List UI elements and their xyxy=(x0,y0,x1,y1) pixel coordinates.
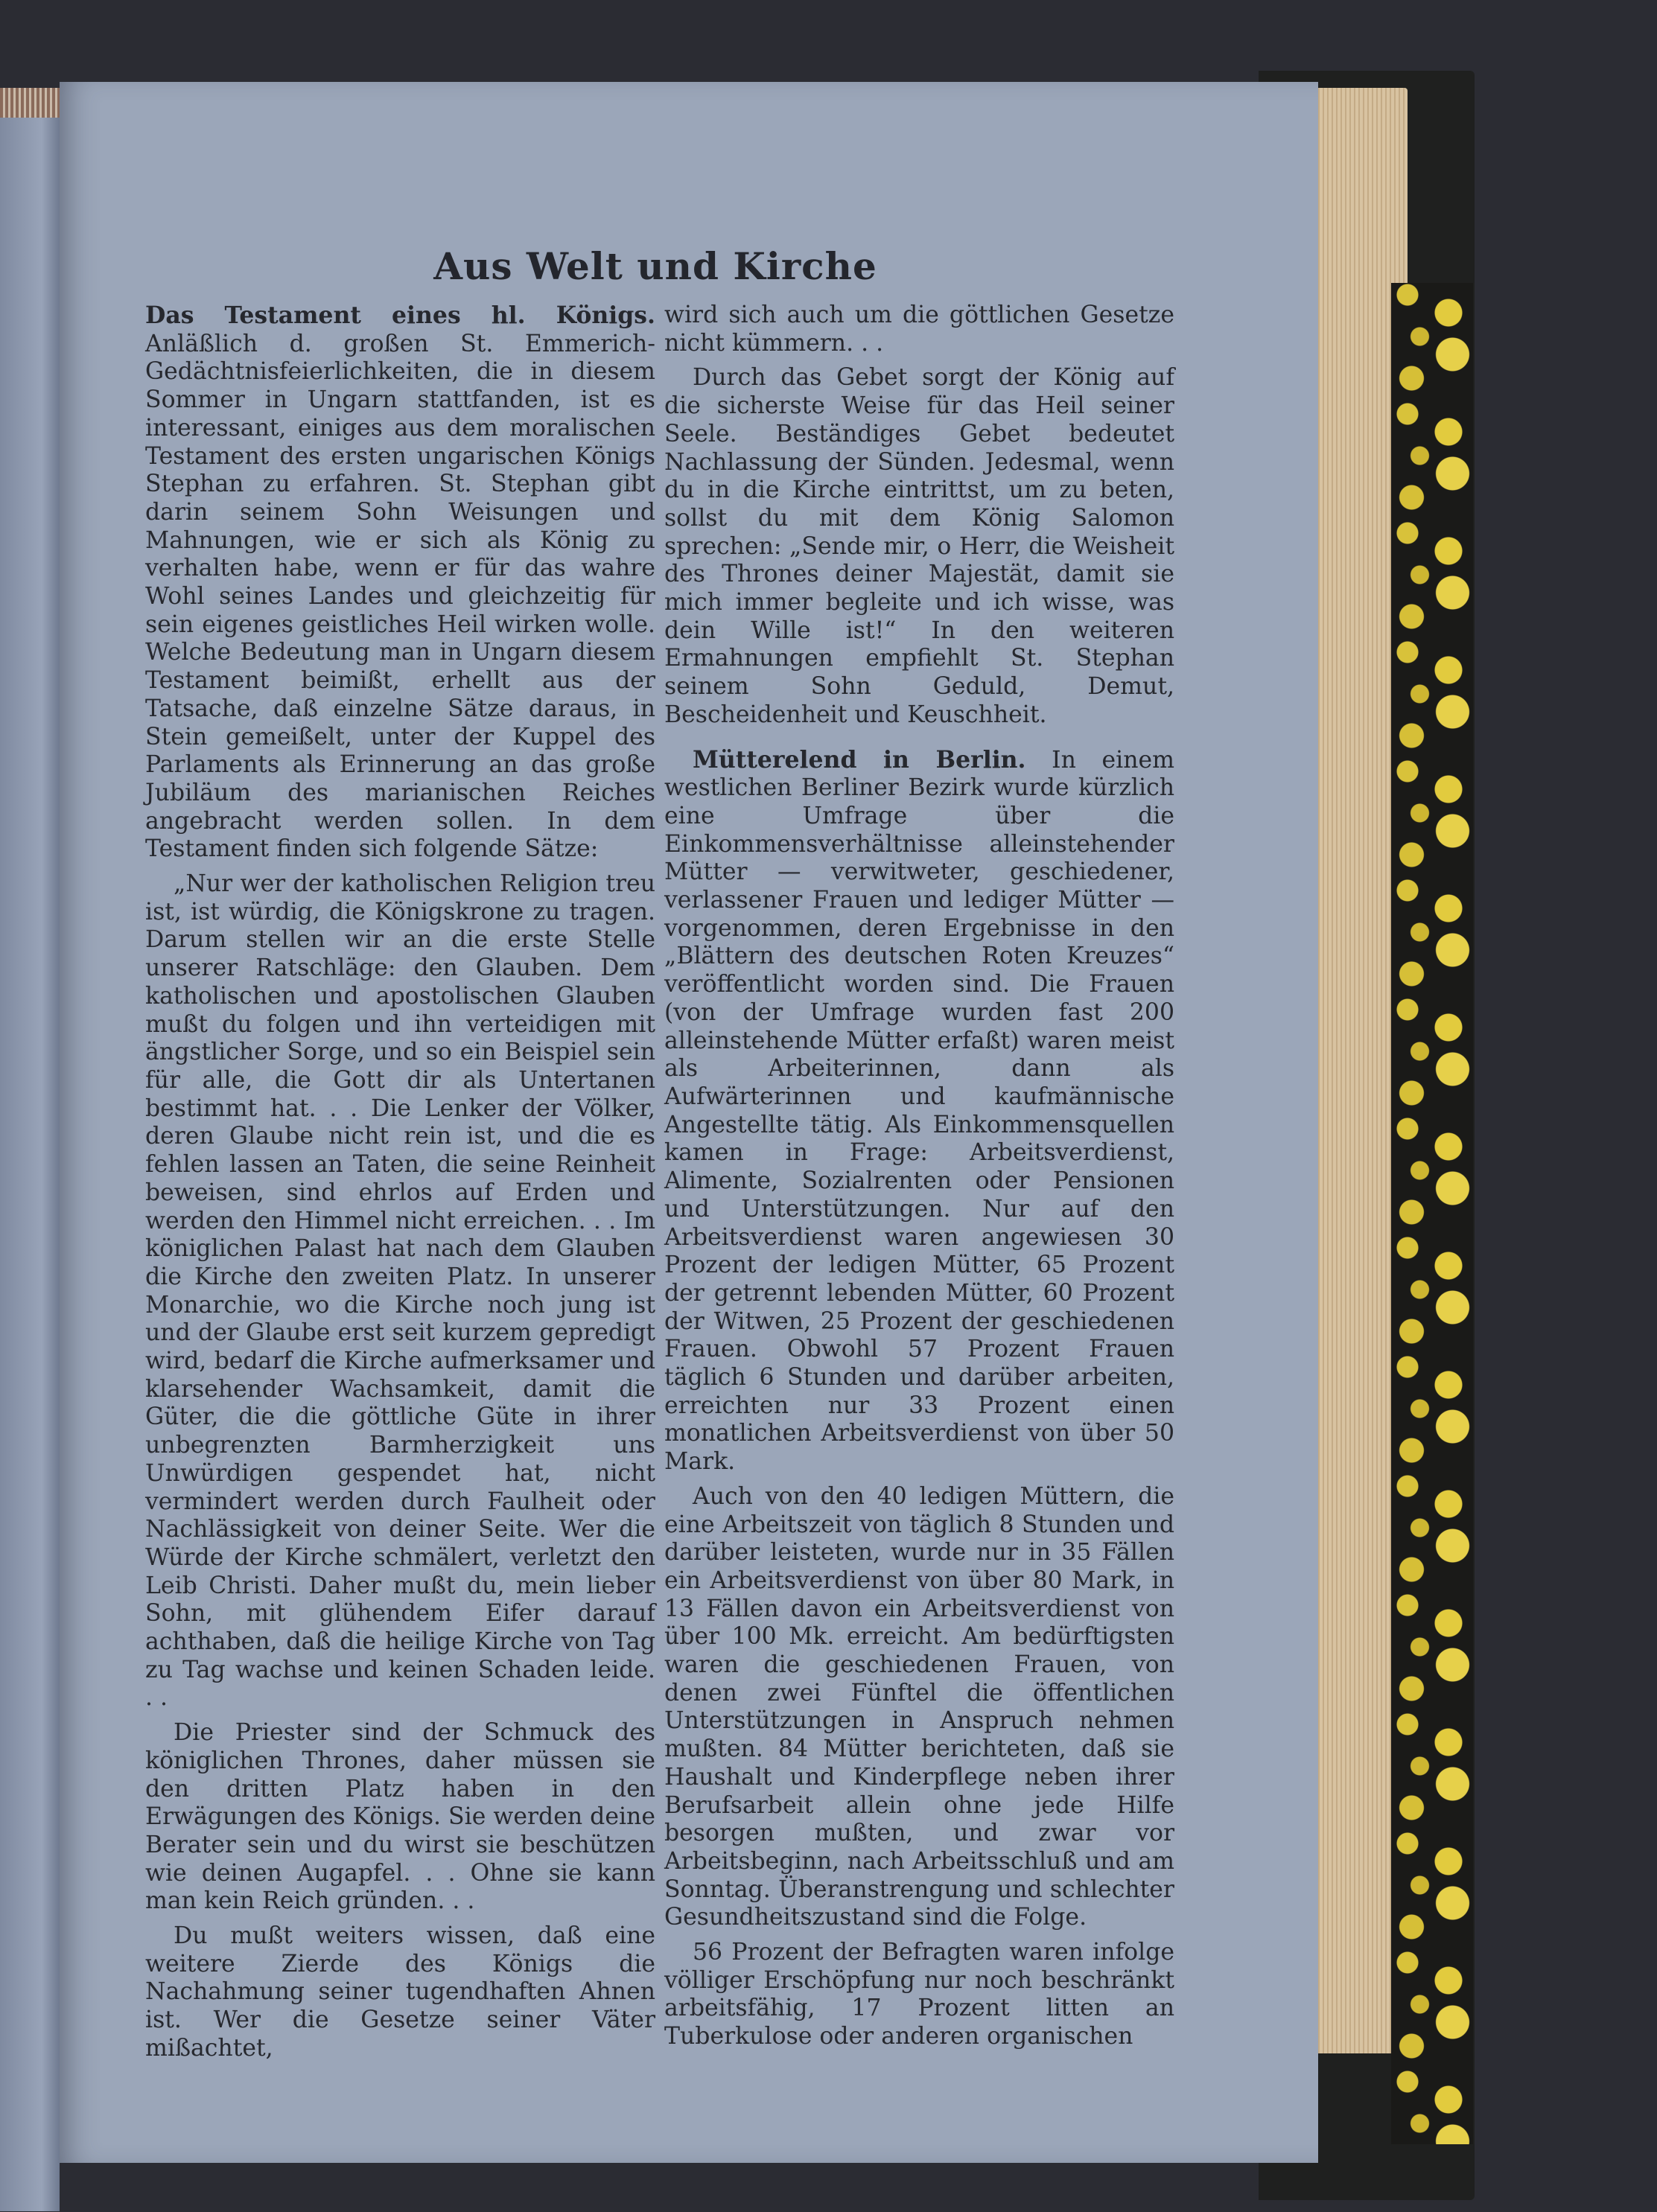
article-text: Anläßlich d. großen St. Emmerich-Gedächtnisfeierlichkeiten, die in diesem Sommer in Ungarn stattfanden, ist es interessant, einiges aus dem moralischen Testament des ersten ungarischen Königs Stephan zu erfahren. St. Stephan gibt darin seinem Sohn Weisungen und Mahnungen, wie er sich als König zu verhalten habe, wenn er für das wahre Wohl seines Landes und gleichzeitig für sein eigenes geistliches Heil wirken wolle. Welche Bedeutung man in Ungarn diesem Testament beimißt, erhellt aus der Tatsache, daß einzelne Sätze daraus, in Stein gemeißelt, unter der Kuppel des Parlaments als Erinnerung an das große Jubiläum des marianischen Reiches angebracht werden sollen. In dem Testament finden sich folgende Sätze: xyxy=(145,330,655,863)
text-column-right xyxy=(664,302,1174,2051)
text-column-left xyxy=(145,302,655,2063)
article-paragraph: 56 Prozent der Befragten waren infolge völliger Erschöpfung nur noch beschränkt arbeitsfähig, 17 Prozent litten an Tuberkulose oder anderen organischen xyxy=(664,1939,1174,2050)
article-testament-intro xyxy=(145,302,655,864)
quote-paragraph: „Nur wer der katholischen Religion treu ist, ist würdig, die Königskrone zu tragen. Darum stellen wir an die erste Stelle unserer Ratschläge: den Glauben. Dem katholischen und apostolischen Glauben mußt du folgen und ihn verteidigen mit ängstlicher Sorge, und so ein Beispiel sein für alle, die Gott dir als Untertanen bestimmt hat. . . Die Lenker der Völker, deren Glaube nicht rein ist, und die es fehlen lassen an Taten, die seine Reinheit beweisen, sind ehrlos auf Erden und werden den Himmel nicht erreichen. . . Im königlichen Palast hat nach dem Glauben die Kirche den zweiten Platz. In unserer Monarchie, wo die Kirche noch jung ist und der Glaube erst seit kurzem gepredigt wird, bedarf die Kirche aufmerksamer und klarsehender Wachsamkeit, damit die Güter, die die göttliche Güte in ihrer unbegrenzten Barmherzigkeit uns Unwürdigen gespendet hat, nicht vermindert werden durch Faulheit oder Nachlässigkeit von deiner Seite. Wer die Würde der Kirche schmälert, verletzt den Leib Christi. Daher mußt du, mein lieber Sohn, mit glühendem Eifer darauf achthaben, daß die heilige Kirche von Tag zu Tag wachse und keinen Schaden leide. . . xyxy=(145,870,655,1712)
previous-page-marker xyxy=(0,88,61,118)
quote-paragraph: Die Priester sind der Schmuck des königlichen Thrones, daher müssen sie den dritten Platz haben in den Erwägungen des Königs. Sie werden deine Berater sein und du wirst sie beschützen wie deinen Augapfel. . . Ohne sie kann man kein Reich gründen. . . xyxy=(145,1719,655,1915)
previous-page-edge xyxy=(0,112,60,2211)
quote-paragraph: Durch das Gebet sorgt der König auf die sicherste Weise für das Heil seiner Seele. Beständiges Gebet bedeutet Nachlassung der Sünden. Jedesmal, wenn du in die Kirche eintrittst, um zu beten, sollst du mit dem König Salomon sprechen: „Sende mir, o Herr, die Weisheit des Thrones deiner Majestät, damit sie mich immer begleite und ich wisse, was dein Wille ist!“ In den weiteren Ermahnungen empfiehlt St. Stephan seinem Sohn Geduld, Demut, Bescheidenheit und Keuschheit. xyxy=(664,364,1174,728)
article-muetterelend-intro xyxy=(664,746,1174,1476)
article-heading-testament: Das Testament eines hl. Königs. xyxy=(145,302,655,329)
marbled-endpaper xyxy=(1391,283,1473,2144)
article-paragraph: Auch von den 40 ledigen Müttern, die eine Arbeitszeit von täglich 8 Stunden und darüber leisteten, wurde nur in 35 Fällen ein Arbeitsverdienst von über 80 Mark, in 13 Fällen davon ein Arbeitsverdienst von über 100 Mk. erreicht. Am bedürftigsten waren die geschiedenen Frauen, von denen zwei Fünftel die öffentlichen Unterstützungen in Anspruch nehmen mußten. 84 Mütter berichteten, daß sie Haushalt und Kinderpflege neben ihrer Berufsarbeit allein ohne jede Hilfe besorgen mußten, und zwar vor Arbeitsbeginn, nach Arbeitsschluß und am Sonntag. Überanstrengung und schlechter Gesundheitszustand sind die Folge. xyxy=(664,1482,1174,1931)
article-heading-muetterelend: Mütterelend in Berlin. xyxy=(693,745,1026,774)
quote-paragraph: Du mußt weiters wissen, daß eine weitere Zierde des Königs die Nachahmung seiner tugendhaften Ahnen ist. Wer die Gesetze seiner Väter mißachtet, xyxy=(145,1922,655,2062)
page-title: Aus Welt und Kirche xyxy=(433,244,877,288)
book-page xyxy=(60,82,1318,2163)
article-text: In einem westlichen Berliner Bezirk wurde kürzlich eine Umfrage über die Einkommensverhältnisse alleinstehender Mütter — verwitweter, geschiedener, verlassener Frauen und lediger Mütter — vorgenommen, deren Ergebnisse in den „Blättern des deutschen Roten Kreuzes“ veröffentlicht worden sind. Die Frauen (von der Umfrage wurden fast 200 alleinstehende Mütter erfaßt) waren meist als Arbeiterinnen, dann als Aufwärterinnen und kaufmännische Angestellte tätig. Als Einkommensquellen kamen in Frage: Arbeitsverdienst, Alimente, Sozialrenten oder Pensionen und Unterstützungen. Nur auf den Arbeitsverdienst waren angewiesen 30 Prozent der ledigen Mütter, 65 Prozent der getrennt lebenden Mütter, 60 Prozent der Witwen, 25 Prozent der geschiedenen Frauen. Obwohl 57 Prozent Frauen täglich 6 Stunden und darüber arbeiten, erreichten nur 33 Prozent einen monatlichen Arbeitsverdienst von über 50 Mark. xyxy=(664,746,1174,1476)
quote-paragraph-continued: wird sich auch um die göttlichen Gesetze nicht kümmern. . . xyxy=(664,302,1174,357)
